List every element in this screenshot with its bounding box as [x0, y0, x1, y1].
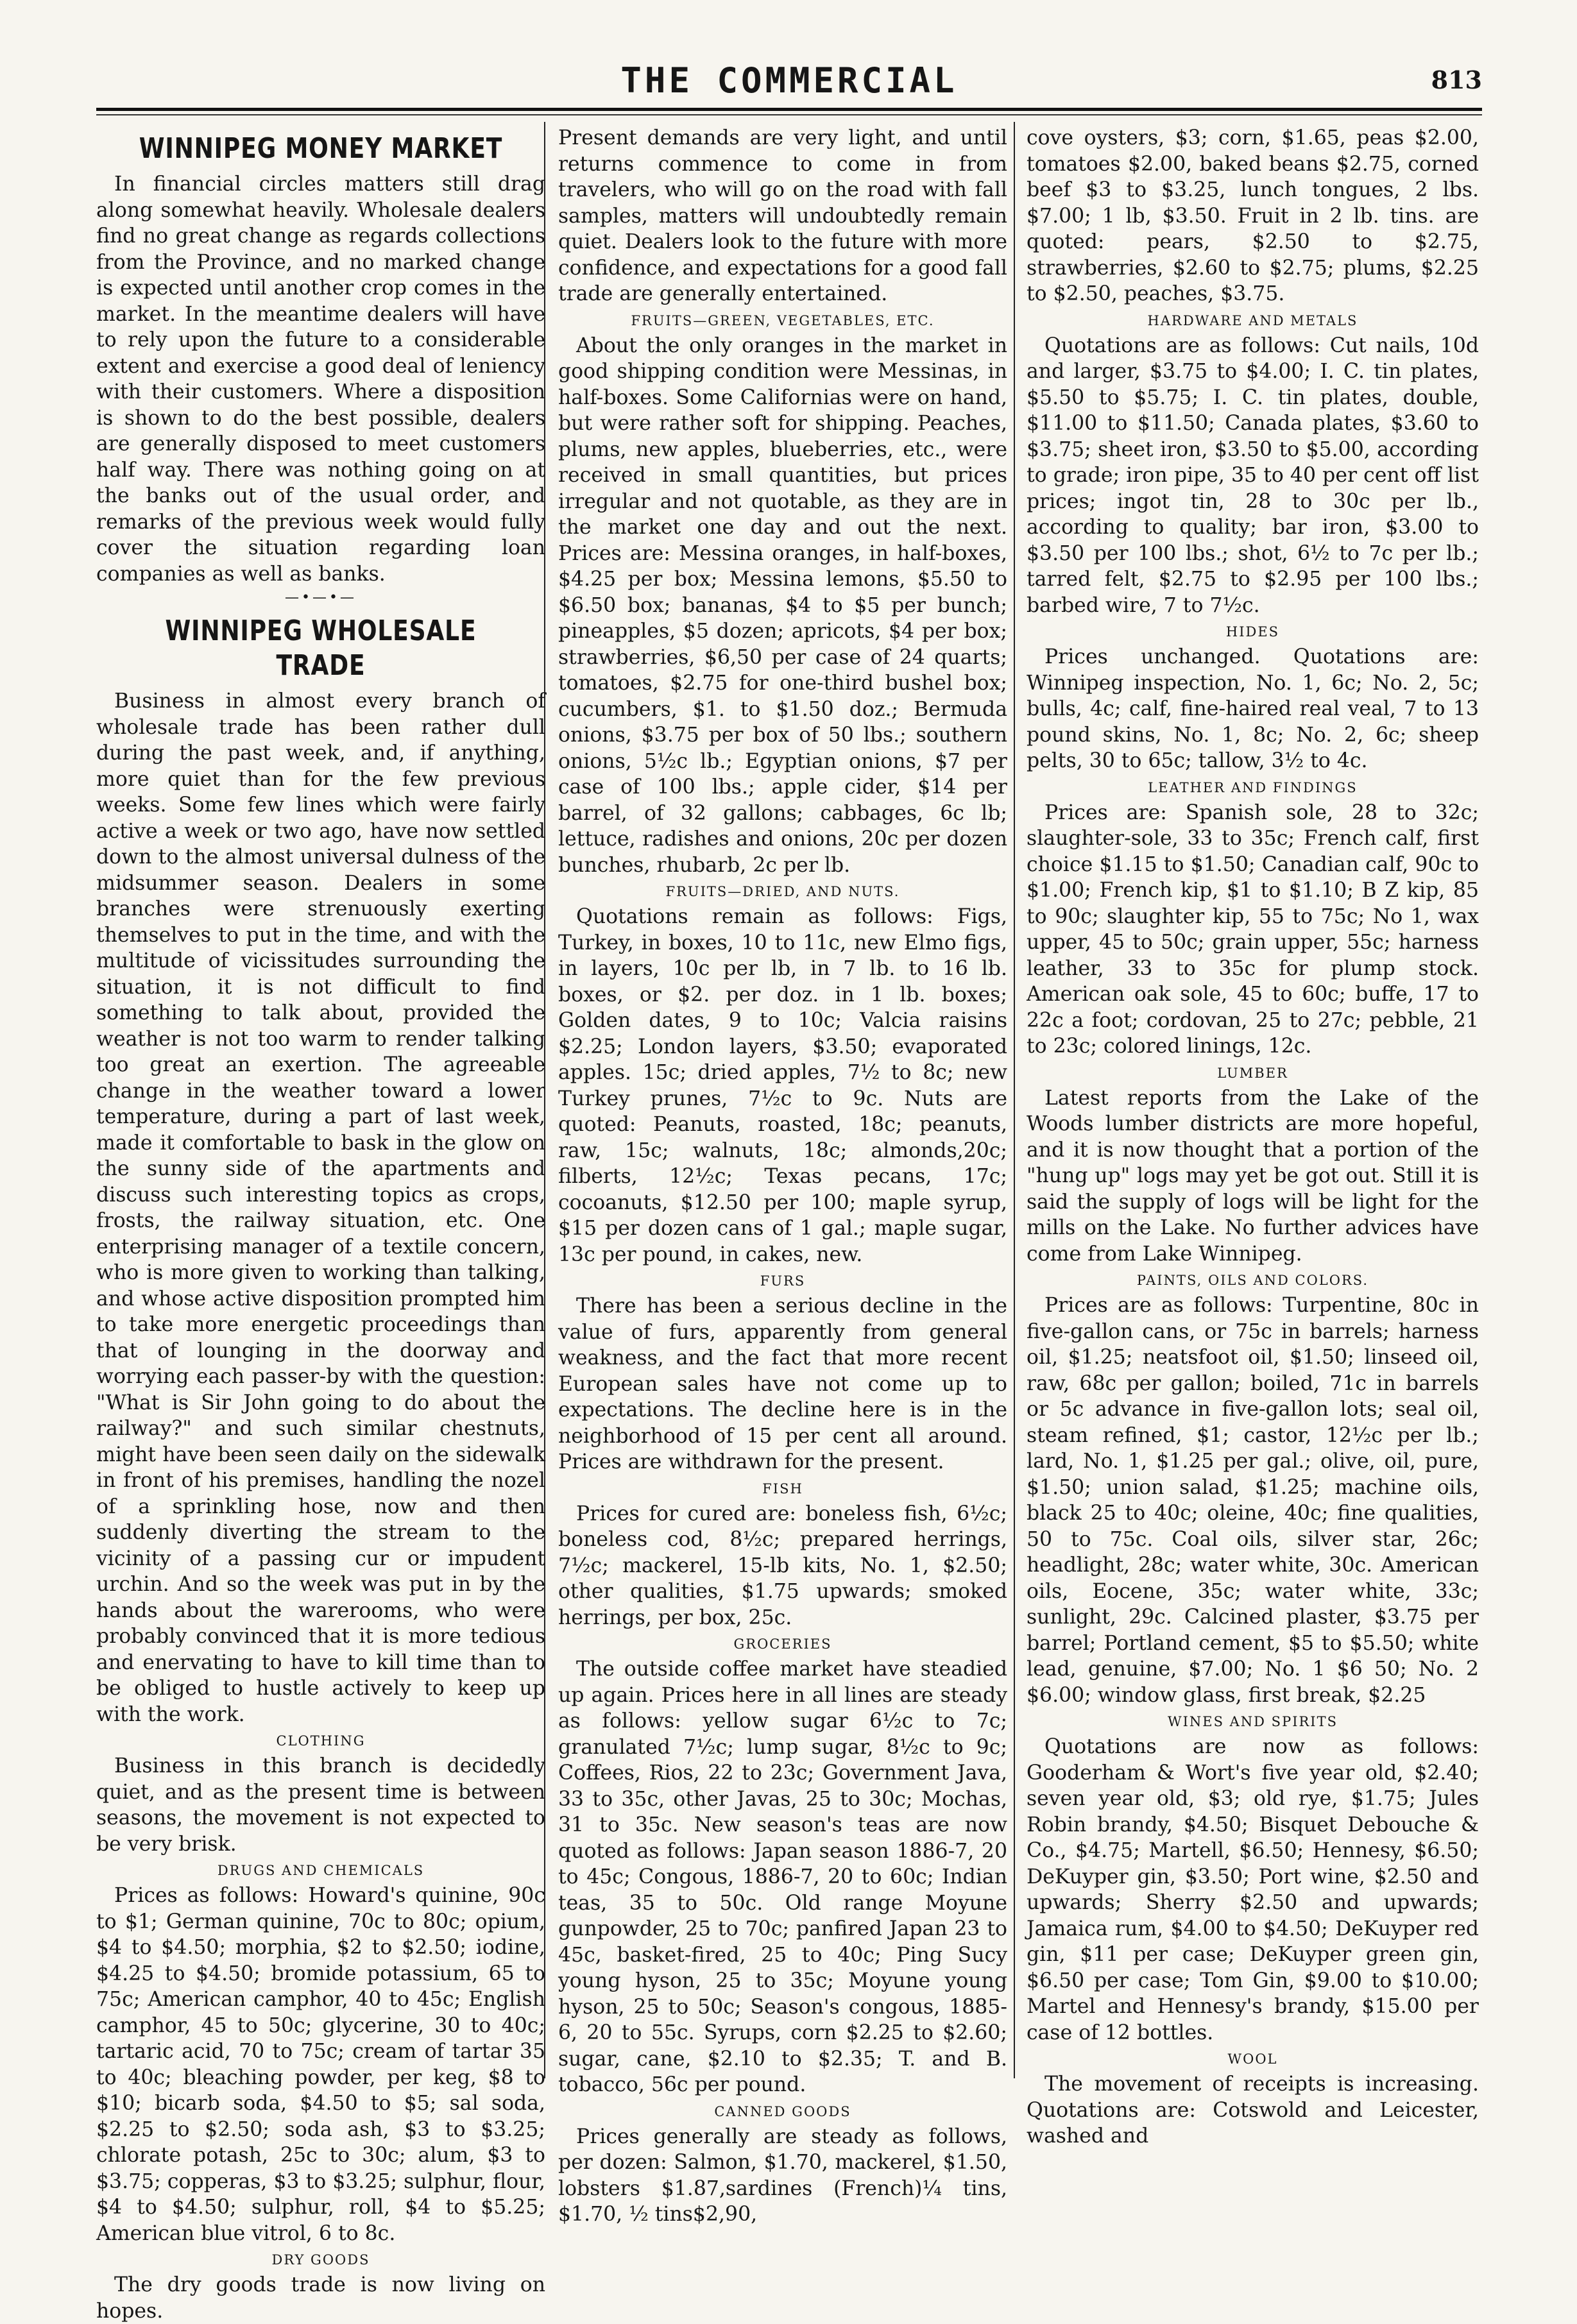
hides-paragraph: Prices unchanged. Quotations are: Winnipeg inspection, No. 1, 6c; No. 2, 5c; bulls, 4c; calf, fine-haired real veal, 7 to 13 pound skins, No. 1, 8c; No. 2, 6c; sheep pelts, 30 to 65c; tallow, 3½ to 4c. [1027, 645, 1479, 772]
subhead-canned-goods: CANNED GOODS [714, 2103, 851, 2119]
masthead [96, 53, 1482, 104]
money-market-paragraph: In financial circles matters still drag along somewhat heavily. Wholesale dealers find no great change as regards collections from the Province, and no marked change is expected until another crop comes in the market. In the meantime dealers will have to rely upon the future to a considerable extent and exercise a good deal of leniency with their customers. Where a disposition is shown to do the best possible, dealers are generally disposed to meet customers half way. There was nothing going on at the banks out of the usual order, and remarks of the previous week would fully cover the situation regarding loan companies as well as banks. [96, 173, 545, 586]
masthead-rule-thin [96, 114, 1482, 115]
fish-paragraph: Prices for cured are: boneless fish, 6½c; boneless cod, 8½c; prepared herrings, 7½c; mackerel, 15-lb kits, No. 1, $2.50; other qualities, $1.75 upwards; smoked herrings, per box, 25c. [558, 1502, 1007, 1629]
column-3 [1027, 125, 1479, 2150]
subhead-clothing: CLOTHING [276, 1733, 366, 1749]
section-ornament: —•—•— [285, 589, 357, 606]
canned-goods-continued: cove oysters, $3; corn, $1.65, peas $2.00, tomatoes $2.00, baked beans $2.75, corned beef $3 to $3.25, lunch tongues, 2 lbs. $7.00; 1 lb, $3.50. Fruit in 2 lb. tins. are quoted: pears, $2.50 to $2.75, strawberries, $2.60 to $2.75; plums, $2.25 to $2.50, peaches, $3.75. [1027, 126, 1479, 305]
masthead-rule [96, 108, 1482, 111]
fruits-dried-paragraph: Quotations remain as follows: Figs, Turkey, in boxes, 10 to 11c, new Elmo figs, in layers, 10c per lb, in 7 lb. to 16 lb. boxes, or $2. per doz. in 1 lb. boxes; Golden dates, 9 to 10c; Valcia raisins $2.25; London layers, $3.50; evaporated apples. 15c; dried apples, 7½ to 8c; new Turkey prunes, 7½c to 9c. Nuts are quoted: Peanuts, roasted, 18c; peanuts, raw, 15c; walnuts, 18c; almonds,20c; filberts, 12½c; Texas pecans, 17c; cocoanuts, $12.50 per 100; maple syrup, $15 per dozen cans of 1 gal.; maple sugar, 13c per pound, in cakes, new. [558, 905, 1007, 1266]
subhead-fish: FISH [762, 1480, 803, 1497]
page-number: 813 [1431, 65, 1482, 94]
subhead-hardware: HARDWARE AND METALS [1147, 312, 1358, 328]
headline-wholesale-trade: WINNIPEG WHOLESALE TRADE [165, 615, 477, 682]
subhead-fruits-dried: FRUITS—DRIED, AND NUTS. [665, 884, 900, 899]
subhead-paints: PAINTS, OILS AND COLORS. [1136, 1273, 1369, 1288]
subhead-groceries: GROCERIES [733, 1636, 832, 1652]
subhead-leather: LEATHER AND FINDINGS [1148, 779, 1358, 795]
clothing-paragraph: Business in this branch is decidedly quiet, and as the present time is between seasons, the movement is not expected to be very brisk. [96, 1754, 545, 1856]
hardware-paragraph: Quotations are as follows: Cut nails, 10d and larger, $3.75 to $4.00; I. C. tin plates, $5.50 to $5.75; I. C. tin plates, double, $11.00 to $11.50; Canada plates, $3.60 to $3.75; sheet iron, $3.50 to $5.00, according to grade; iron pipe, 35 to 40 per cent off list prices; ingot tin, 28 to 30c per lb., according to quality; bar iron, $3.00 to $3.50 per 100 lbs.; shot, 6½ to 7c per lb.; tarred felt, $2.75 to $2.95 per 100 lbs.; barbed wire, 7 to 7½c. [1027, 334, 1479, 617]
subhead-furs: FURS [760, 1273, 806, 1289]
column-2 [558, 125, 1007, 2228]
subhead-drugs: DRUGS AND CHEMICALS [217, 1863, 425, 1878]
dry-goods-continued: Present demands are very light, and until returns commence to come in from travelers, who will go on the road with fall samples, matters will undoubtedly remain quiet. Dealers look to the future with more confidence, and expectations for a good fall trade are generally entertained. [558, 126, 1007, 305]
drugs-paragraph: Prices as follows: Howard's quinine, 90c to $1; German quinine, 70c to 80c; opium, $4 to $4.50; morphia, $2 to $2.50; iodine, $4.25 to $4.50; bromide potassium, 65 to 75c; American camphor, 40 to 45c; English camphor, 45 to 50c; glycerine, 30 to 40c; tartaric acid, 70 to 75c; cream of tartar 35 to 40c; bleaching powder, per keg, $8 to $10; bicarb soda, $4.50 to $5; sal soda, $2.25 to $2.50; soda ash, $3 to $3.25; chlorate potash, 25c to 30c; alum, $3 to $3.75; copperas, $3 to $3.25; sulphur, flour, $4 to $4.50; sulphur, roll, $4 to $5.25; American blue vitrol, 6 to 8c. [96, 1884, 545, 2245]
dry-goods-paragraph: The dry goods trade is now living on hopes. [96, 2273, 545, 2323]
canned-goods-paragraph: Prices generally are steady as follows, per dozen: Salmon, $1.70, mackerel, $1.50, lobsters $1.87,sardines (French)¼ tins, $1.70, ½ tins$2,90, [558, 2125, 1007, 2226]
subhead-wool: WOOL [1227, 2051, 1278, 2067]
leather-paragraph: Prices are: Spanish sole, 28 to 32c; slaughter-sole, 33 to 35c; French calf, first choice $1.15 to $1.50; Canadian calf, 90c to $1.00; French kip, $1 to $1.10; B Z kip, 85 to 90c; slaughter kip, 55 to 75c; No 1, wax upper, 45 to 50c; grain upper, 55c; harness leather, 33 to 35c for plump stock. American oak sole, 45 to 60c; buffe, 17 to 22c a foot; cordovan, 25 to 27c; pebble, 21 to 23c; colored linings, 12c. [1027, 801, 1479, 1058]
subhead-dry-goods: DRY GOODS [271, 2252, 370, 2268]
fruits-green-paragraph: About the only oranges in the market in good shipping condition were Messinas, in half-boxes. Some Californias were on hand, but were rather soft for shipping. Peaches, plums, new apples, blueberries, etc., were received in small quantities, but prices irregular and not quotable, as they are in the market one day and out the next. Prices are: Messina oranges, in half-boxes, $4.25 per box; Messina lemons, $5.50 to $6.50 box; bananas, $4 to $5 per bunch; pineapples, $5 dozen; apricots, $4 per box; strawberries, $6,50 per case of 24 quarts; tomatoes, $2.75 for one-third bushel box; cucumbers, $1. to $1.50 doz.; Bermuda onions, $3.75 per box of 50 lbs.; southern onions, 5½c lb.; Egyptian onions, $7 per case of 100 lbs.; apple cider, $14 per barrel, of 32 gallons; cabbages, 6c lb; lettuce, radishes and onions, 20c per dozen bunches, rhubarb, 2c per lb. [558, 334, 1007, 877]
headline-money-market: WINNIPEG MONEY MARKET [139, 132, 503, 165]
column-divider-2 [1014, 122, 1015, 2078]
furs-paragraph: There has been a serious decline in the value of furs, apparently from general weakness, and the fact that more recent European sales have not come up to expectations. The decline here is in the neighborhood of 15 per cent all around. Prices are withdrawn for the present. [558, 1294, 1007, 1473]
subhead-hides: HIDES [1225, 624, 1280, 640]
lumber-paragraph: Latest reports from the Lake of the Woods lumber districts are more hopeful, and it is now thought that a portion of the "hung up" logs may yet be got out. Still it is said the supply of logs will be light for the mills on the Lake. No further advices have come from Lake Winnipeg. [1027, 1086, 1479, 1266]
subhead-fruits-green: FRUITS—GREEN, VEGETABLES, ETC. [631, 312, 935, 328]
subhead-wines: WINES AND SPIRITS [1167, 1714, 1338, 1729]
groceries-paragraph: The outside coffee market have steadied up again. Prices here in all lines are steady as follows: yellow sugar 6½c to 7c; granulated 7½c; lump sugar, 8½c to 9c; Coffees, Rios, 22 to 23c; Government Java, 33 to 35c, other Javas, 25 to 30c; Mochas, 31 to 35c. New season's teas are now quoted as follows: Japan season 1886-7, 20 to 45c; Congous, 1886-7, 20 to 60c; Indian teas, 35 to 50c. Old range Moyune gunpowder, 25 to 70c; panfired Japan 23 to 45c, basket-fired, 25 to 40c; Ping Sucy young hyson, 25 to 35c; Moyune young hyson, 25 to 50c; Season's congous, 1885-6, 20 to 55c. Syrups, corn $2.25 to $2.60; sugar, cane, $2.10 to $2.35; T. and B. tobacco, 56c per pound. [558, 1658, 1007, 2096]
wines-paragraph: Quotations are now as follows: Gooderham & Wort's five year old, $2.40; seven year old, $3; old rye, $1.75; Jules Robin brandy, $4.50; Bisquet Debouche & Co., $4.75; Martell, $6.50; Hennesy, $6.50; DeKuyper gin, $3.50; Port wine, $2.50 and upwards; Sherry $2.50 and upwards; Jamaica rum, $4.00 to $4.50; DeKuyper red gin, $11 per case; DeKuyper green gin, $6.50 per case; Tom Gin, $9.00 to $10.00; Martel and Hennesy's brandy, $15.00 per case of 12 bottles. [1027, 1735, 1479, 2044]
paints-paragraph: Prices are as follows: Turpentine, 80c in five-gallon cans, or 75c in barrels; harness oil, $1.25; neatsfoot oil, $1.50; linseed oil, raw, 68c per gallon; boiled, 71c in barrels or 5c advance in five-gallon lots; seal oil, steam refined, $1; castor, 12½c per lb.; lard, No. 1, $1.25 per gal.; olive, oil, pure, $1.50; union salad, $1.25; machine oils, black 25 to 40c; oleine, 40c; fine qualities, 50 to 75c. Coal oils, silver star, 26c; headlight, 28c; water white, 30c. American oils, Eocene, 35c; water white, 33c; sunlight, 29c. Calcined plaster, $3.75 per barrel; Portland cement, $5 to $5.50; white lead, genuine, $7.00; No. 1 $6 50; No. 2 $6.00; window glass, first break, $2.25 [1027, 1294, 1479, 1707]
wool-paragraph: The movement of receipts is increasing. Quotations are: Cotswold and Leicester, washed and [1027, 2073, 1479, 2148]
column-1 [96, 125, 545, 2324]
subhead-lumber: LUMBER [1217, 1065, 1288, 1081]
wholesale-paragraph: Business in almost every branch of wholesale trade has been rather dull during the past week, and, if anything, more quiet than for the few previous weeks. Some few lines which were fairly active a week or two ago, have now settled down to the almost universal dulness of the midsummer season. Dealers in some branches were strenuously exerting themselves to put in the time, and with the multitude of vicissitudes surrounding the situation, it is not difficult to find something to talk about, provided the weather is not too warm to render talking too great an exertion. The agreeable change in the weather toward a lower temperature, during a part of last week, made it comfortable to bask in the glow on the sunny side of the apartments and discuss such interesting topics as crops, frosts, the railway situation, etc. One enterprising manager of a textile concern, who is more given to working than talking, and whose active disposition prompted him to take more energetic proceedings than that of lounging in the doorway and worrying each passer-by with the question: "What is Sir John going to do about the railway?" and such similar chestnuts, might have been seen daily on the sidewalk in front of his premises, handling the nozel of a sprinkling hose, now and then suddenly diverting the stream to the vicinity of a passing cur or impudent urchin. And so the week was put in by the hands about the warerooms, who were probably convinced that it is more tedious and enervating to have to kill time than to be obliged to hustle actively to keep up with the work. [96, 690, 545, 1726]
page-title: THE COMMERCIAL [620, 60, 958, 101]
